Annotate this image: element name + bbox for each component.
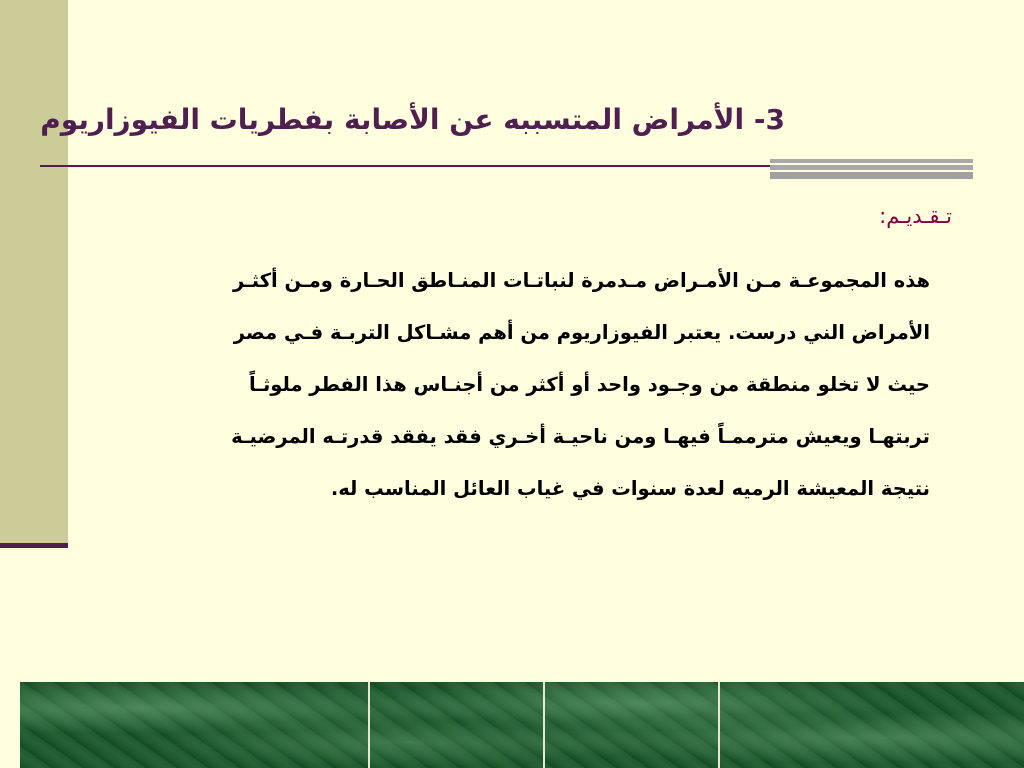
- footer-divider: [543, 682, 545, 768]
- body-line: تربتهـا ويعيش مترممـاً فيهـا ومن ناحيـة أخـري فقد يفقد قدرتـه المرضيـة: [231, 425, 930, 448]
- footer-divider: [718, 682, 720, 768]
- title-underline: [40, 165, 770, 167]
- body-text: [108, 255, 930, 515]
- slide-title: 3- الأمراض المتسببه عن الأصابة بفطريات الفيوزاريوم: [40, 103, 785, 136]
- title-decorative-bar: [770, 159, 973, 179]
- left-accent-line: [0, 543, 68, 548]
- intro-label: تـقـديـم:: [879, 204, 952, 228]
- body-line: هذه المجموعـة مـن الأمـراض مـدمرة لنباتـات المنـاطق الحـارة ومـن أكثـر: [232, 269, 930, 292]
- footer-texture-band: [20, 682, 1024, 768]
- body-line: حيث لا تخلو منطقة من وجـود واحد أو أكثر من أجنـاس هذا الفطر ملوثـاً: [248, 373, 930, 396]
- body-line: نتيجة المعيشة الرميه لعدة سنوات في غياب العائل المناسب له.: [330, 477, 930, 500]
- body-line: الأمراض الني درست. يعتبر الفيوزاريوم من أهم مشـاكل التربـة فـي مصر: [233, 321, 930, 344]
- footer-divider: [368, 682, 370, 768]
- left-decorative-strip: [0, 0, 68, 543]
